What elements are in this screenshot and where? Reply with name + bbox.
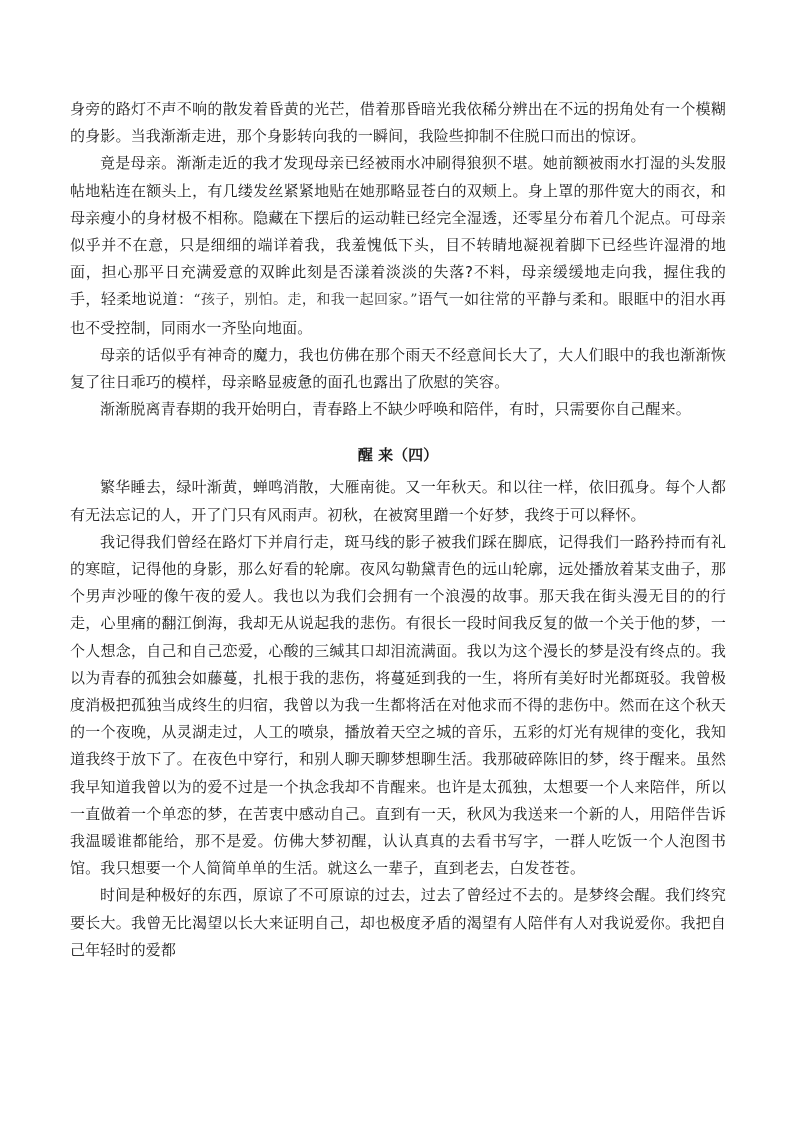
paragraph: 时间是种极好的东西，原谅了不可原谅的过去，过去了曾经过不去的。是梦终会醒。我们终究要长大。我曾无比渴望以长大来证明自己，却也极度矛盾的渴望有人陪伴有人对我说爱你。我把自己年轻时的爱都 bbox=[70, 886, 726, 959]
paragraph bbox=[70, 150, 726, 341]
mother-quote: “孩子，别怕。走，和我一起回家。” bbox=[193, 292, 418, 309]
paragraph: 渐渐脱离青春期的我开始明白，青春路上不缺少呼唤和陪伴，有时，只需要你自己醒来。 bbox=[100, 400, 691, 419]
paragraph: 我记得我们曾经在路灯下并肩行走，斑马线的影子被我们踩在脚底，记得我们一路矜持而有礼的寒暄，记得他的身影，那么好看的轮廓。夜风勾勒黛青色的远山轮廓，远处播放着某支曲子，那个男声沙哑的像午夜的爱人。我也以为我们会拥有一个浪漫的故事。那天我在街头漫无目的的行走，心里痛的翻江倒海，我却无从说起我的悲伤。有很长一段时间我反复的做一个关于他的梦，一个人想念，自己和自己恋爱，心酸的三缄其口却泪流满面。我以为这个漫长的梦是没有终点的。我以为青春的孤独会如藤蔓，扎根于我的悲伤，将蔓延到我的一生，将所有美好时光都斑驳。我曾极度消极把孤独当成终生的归宿，我曾以为我一生都将活在对他求而不得的悲伤中。然而在这个秋天的一个夜晚，从灵湖走过，人工的喷泉，播放着天空之城的音乐，五彩的灯光有规律的变化，我知道我终于放下了。在夜色中穿行，和别人聊天聊梦想聊生活。我那破碎陈旧的梦，终于醒来。虽然我早知道我曾以为的爱不过是一个执念我却不肯醒来。也许是太孤独，太想要一个人来陪伴，所以一直做着一个单恋的梦，在苦衷中感动自己。直到有一天，秋风为我送来一个新的人，用陪伴告诉我温暖谁都能给，那不是爱。仿佛大梦初醒，认认真真的去看书写字，一群人吃饭一个人泡图书馆。我只想要一个人简简单单的生活。就这么一辈子，直到老去，白发苍苍。 bbox=[70, 532, 726, 878]
paragraph-text: 语气一如往常的平静与柔和。眼眶中的泪水再也不受控制，同雨水一齐坠向地面。 bbox=[70, 290, 726, 337]
paragraph-text: 竟是母亲。渐渐走近的我才发现母亲已经被雨水冲刷得狼狈不堪。她前额被雨水打湿的头发服帖地粘连在额头上，有几缕发丝紧紧地贴在她那略显苍白的双颊上。身上罩的那件宽大的雨衣，和母亲瘦小的身材极不相称。隐藏在下摆后的运动鞋已经完全湿透，还零星分布着几个泥点。可母亲似乎并不在意，只是细细的端详着我，我羞愧低下头，目不转睛地凝视着脚下已经些许湿滑的地面，担心那平日充满爱意的双眸此刻是否漾着淡淡的失落?不料，母亲缓缓地走向我，握住我的手，轻柔地说道： bbox=[70, 154, 726, 309]
paragraph: 身旁的路灯不声不响的散发着昏黄的光芒，借着那昏暗光我依稀分辨出在不远的拐角处有一个模糊的身影。当我渐渐走进，那个身影转向我的一瞬间，我险些抑制不住脱口而出的惊讶。 bbox=[70, 100, 726, 146]
paragraph: 繁华睡去，绿叶渐黄，蝉鸣消散，大雁南徙。又一年秋天。和以往一样，依旧孤身。每个人都有无法忘记的人，开了门只有风雨声。初秋，在被窝里蹭一个好梦，我终于可以释怀。 bbox=[70, 478, 726, 524]
paragraph: 母亲的话似乎有神奇的魔力，我也仿佛在那个雨天不经意间长大了，大人们眼中的我也渐渐恢复了往日乖巧的模样，母亲略显疲惫的面孔也露出了欣慰的笑容。 bbox=[70, 345, 726, 392]
document-body bbox=[70, 96, 726, 964]
section-title: 醒 来（四） bbox=[357, 446, 439, 465]
